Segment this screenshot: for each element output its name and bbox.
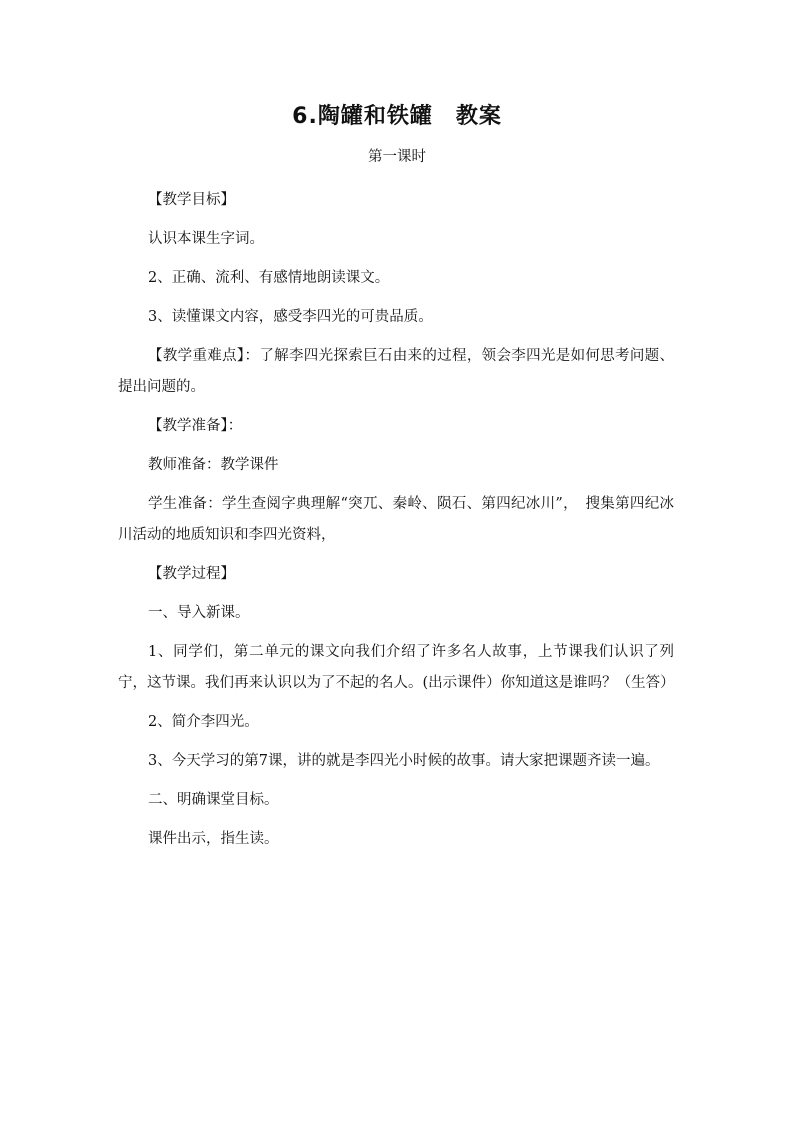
document-subtitle: 第一课时 — [368, 149, 426, 165]
paragraph: 1、同学们，第二单元的课文向我们介绍了许多名人故事，上节课我们认识了列宁，这节课。我们再来认识以为了不起的名人。(出示课件）你知道这是谁吗？（生答） — [118, 644, 675, 691]
paragraph: 认识本课生字词。 — [148, 231, 264, 247]
paragraph-key-points: 【教学重难点】：了解李四光探索巨石由来的过程，领会李四光是如何思考问题、提出问题的。 — [118, 348, 674, 395]
paragraph: 教师准备：教学课件 — [148, 457, 279, 473]
section-heading-process: 【教学过程】 — [148, 566, 235, 582]
paragraph: 二、明确课堂目标。 — [148, 792, 279, 808]
section-heading-preparation: 【教学准备】： — [148, 418, 243, 434]
paragraph: 3、读懂课文内容，感受李四光的可贵品质。 — [148, 309, 433, 325]
paragraph: 3、今天学习的第7课，讲的就是李四光小时候的故事。请大家把课题齐读一遍。 — [148, 753, 660, 769]
paragraph: 2、正确、流利、有感情地朗读课文。 — [148, 270, 390, 286]
document-body — [118, 185, 674, 863]
section-heading-objectives: 【教学目标】 — [148, 192, 235, 208]
paragraph: 2、简介李四光。 — [148, 714, 259, 730]
paragraph: 学生准备：学生查阅字典理解“突兀、秦岭、陨石、第四纪冰川”， 搜集第四纪冰川活动的地质知识和李四光资料， — [118, 496, 674, 543]
paragraph: 课件出示，指生读。 — [148, 831, 279, 847]
document-title: 6.陶罐和铁罐 教案 — [292, 104, 502, 129]
paragraph: 一、导入新课。 — [148, 605, 250, 621]
